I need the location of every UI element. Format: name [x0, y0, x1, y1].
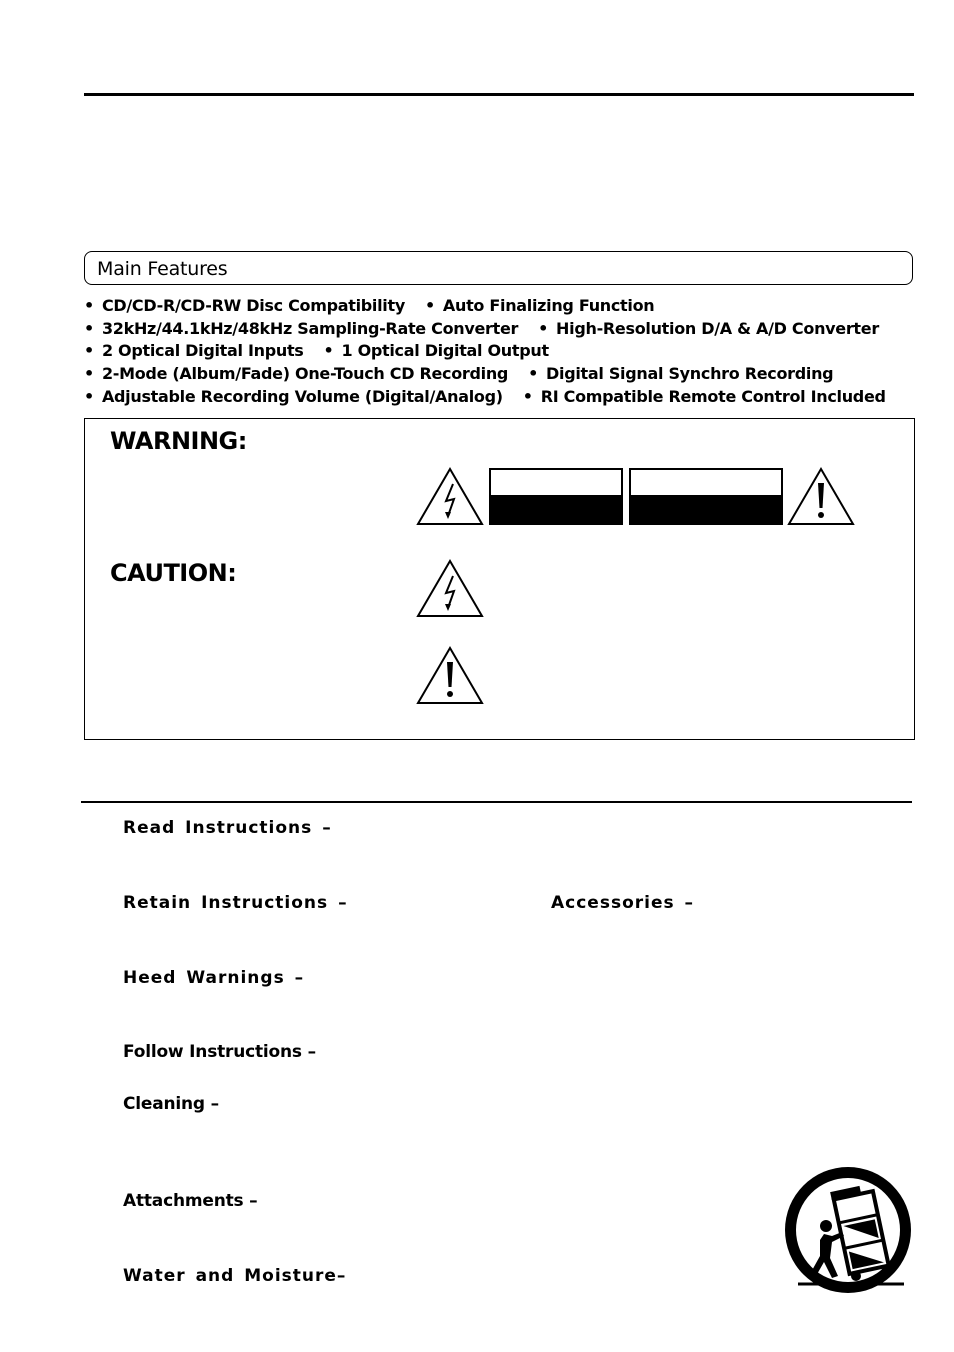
feature-text: High-Resolution D/A & A/D Converter: [556, 318, 879, 338]
accessories-heading: Accessories –: [551, 893, 695, 913]
read-instructions-heading: Read Instructions –: [123, 818, 332, 838]
lightning-triangle-icon: [416, 466, 484, 526]
cleaning-heading: Cleaning –: [123, 1094, 219, 1114]
feature-text: 32kHz/44.1kHz/48kHz Sampling-Rate Converter: [101, 318, 519, 338]
no-cart-tipover-icon: [784, 1166, 912, 1296]
list-item: • 32kHz/44.1kHz/48kHz Sampling-Rate Converter • High-Resolution D/A & A/D Converter: [84, 318, 879, 338]
exclamation-triangle-icon: [416, 645, 484, 705]
list-item: • 2 Optical Digital Inputs • 1 Optical Digital Output: [84, 341, 549, 361]
follow-instructions-heading: Follow Instructions –: [123, 1042, 316, 1062]
retain-instructions-heading: Retain Instructions –: [123, 893, 348, 913]
top-rule: [84, 93, 914, 96]
warning-box: [84, 418, 915, 740]
exclamation-triangle-icon: [787, 466, 855, 526]
list-item: • CD/CD-R/CD-RW Disc Compatibility • Auto Finalizing Function: [84, 296, 655, 315]
attachments-heading: Attachments –: [123, 1191, 258, 1211]
feature-text: CD/CD-R/CD-RW Disc Compatibility: [101, 296, 405, 315]
features-list: [84, 296, 924, 409]
water-moisture-heading: Water and Moisture–: [123, 1266, 347, 1286]
section-rule: [81, 801, 912, 803]
list-item: • 2-Mode (Album/Fade) One-Touch CD Recording • Digital Signal Synchro Recording: [84, 364, 834, 384]
feature-text: Auto Finalizing Function: [442, 296, 655, 315]
feature-text: 1 Optical Digital Output: [341, 341, 549, 361]
list-item: • Adjustable Recording Volume (Digital/Analog) • RI Compatible Remote Control Included: [84, 386, 886, 406]
feature-text: RI Compatible Remote Control Included: [540, 386, 886, 406]
caution-label: CAUTION:: [110, 559, 237, 587]
warning-black-box: [629, 468, 783, 525]
feature-text: Adjustable Recording Volume (Digital/Analog): [101, 386, 503, 406]
warning-label: WARNING:: [110, 427, 247, 455]
main-features-header: [84, 251, 913, 285]
feature-text: 2-Mode (Album/Fade) One-Touch CD Recording: [101, 364, 509, 384]
lightning-triangle-icon: [416, 558, 484, 618]
main-features-title: Main Features: [97, 258, 228, 280]
heed-warnings-heading: Heed Warnings –: [123, 968, 305, 988]
feature-text: Digital Signal Synchro Recording: [546, 364, 834, 384]
feature-text: 2 Optical Digital Inputs: [101, 341, 304, 361]
warning-black-box: [489, 468, 623, 525]
